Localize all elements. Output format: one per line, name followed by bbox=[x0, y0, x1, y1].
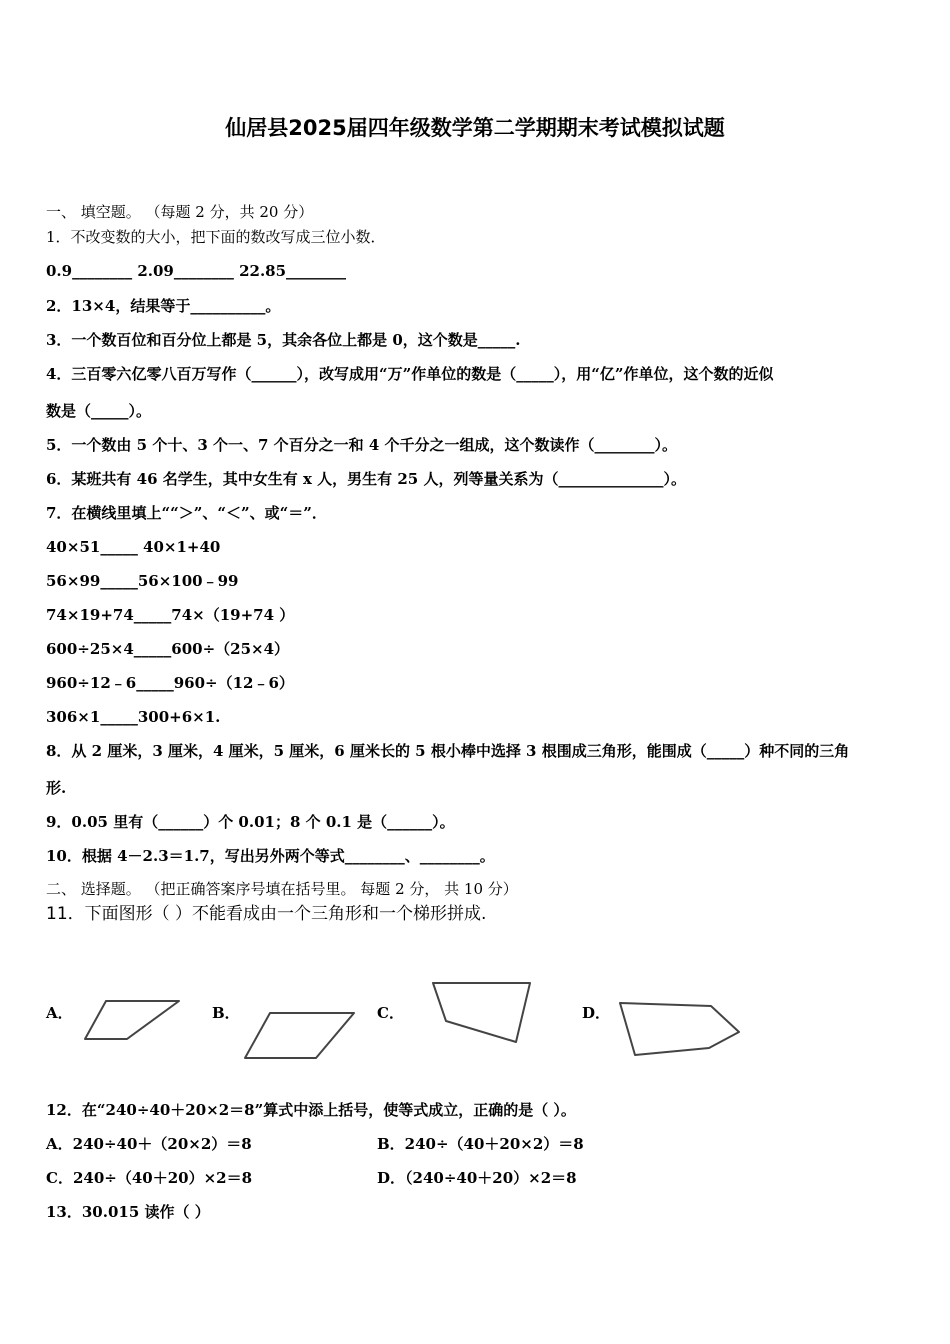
question-5: 5．一个数由 5 个十、3 个一、7 个百分之一和 4 个千分之一组成，这个数读作（________）。 bbox=[46, 436, 678, 454]
question-7-item: 600÷25×4_____600÷（25×4） bbox=[46, 640, 290, 658]
question-8-line-2: 形. bbox=[46, 779, 67, 797]
question-6: 6．某班共有 46 名学生，其中女生有 x 人，男生有 25 人，列等量关系为（______________）。 bbox=[46, 470, 686, 488]
question-7-item: 40×51_____ 40×1+40 bbox=[46, 538, 221, 556]
question-12-option-b: B．240÷（40＋20×2）＝8 bbox=[377, 1135, 584, 1153]
question-12: 12．在“240÷40＋20×2＝8”算式中添上括号，使等式成立，正确的是（ ）。 bbox=[46, 1101, 576, 1119]
question-12-option-d: D．（240÷40＋20）×2＝8 bbox=[377, 1169, 577, 1187]
question-10: 10．根据 4－2.3＝1.7，写出另外两个等式________、________。 bbox=[46, 847, 495, 865]
parallelogram-shape-a bbox=[80, 995, 190, 1045]
question-7-item: 74×19+74_____74×（19+74 ） bbox=[46, 606, 295, 624]
option-a-label: A． bbox=[46, 1004, 73, 1022]
question-11: 11．下面图形（ ）不能看成由一个三角形和一个梯形拼成. bbox=[46, 904, 487, 924]
question-4-line-2: 数是（_____）。 bbox=[46, 402, 152, 420]
question-7-item: 960÷12﹣6_____960÷（12﹣6） bbox=[46, 674, 294, 692]
parallelogram-shape-b bbox=[240, 1008, 360, 1063]
section-2-heading: 二、 选择题。 （把正确答案序号填在括号里。 每题 2 分， 共 10 分） bbox=[46, 880, 518, 898]
question-1-items: 0.9________ 2.09________ 22.85________ bbox=[46, 262, 347, 280]
question-7-item: 306×1_____300+6×1. bbox=[46, 708, 221, 726]
option-d-label: D． bbox=[582, 1004, 611, 1022]
question-9: 9．0.05 里有（______）个 0.01；8 个 0.1 是（______）。 bbox=[46, 813, 455, 831]
irregular-shape-c bbox=[428, 978, 538, 1048]
question-8-line-1: 8．从 2 厘米，3 厘米，4 厘米，5 厘米，6 厘米长的 5 根小棒中选择 3 根围成三角形，能围成（_____）种不同的三角 bbox=[46, 742, 850, 760]
pentagon-shape-d bbox=[615, 998, 745, 1060]
question-12-option-c: C．240÷（40＋20）×2＝8 bbox=[46, 1169, 253, 1187]
question-1: 1．不改变数的大小，把下面的数改写成三位小数． bbox=[46, 228, 386, 246]
question-7: 7．在横线里填上““＞”、“＜”、或“＝”． bbox=[46, 504, 327, 522]
question-7-item: 56×99_____56×100﹣99 bbox=[46, 572, 239, 590]
page-title: 仙居县2025届四年级数学第二学期期末考试模拟试题 bbox=[225, 116, 725, 140]
option-b-label: B． bbox=[212, 1004, 240, 1022]
question-13: 13．30.015 读作（ ） bbox=[46, 1203, 210, 1221]
question-12-option-a: A．240÷40＋（20×2）＝8 bbox=[46, 1135, 252, 1153]
question-4-line-1: 4．三百零六亿零八百万写作（______），改写成用“万”作单位的数是（_____），用“亿”作单位，这个数的近似 bbox=[46, 365, 774, 383]
question-3: 3．一个数百位和百分位上都是 5，其余各位上都是 0，这个数是_____. bbox=[46, 331, 521, 349]
section-1-heading: 一、 填空题。 （每题 2 分，共 20 分） bbox=[46, 203, 314, 221]
question-2: 2．13×4，结果等于__________。 bbox=[46, 297, 281, 315]
option-c-label: C． bbox=[377, 1004, 404, 1022]
